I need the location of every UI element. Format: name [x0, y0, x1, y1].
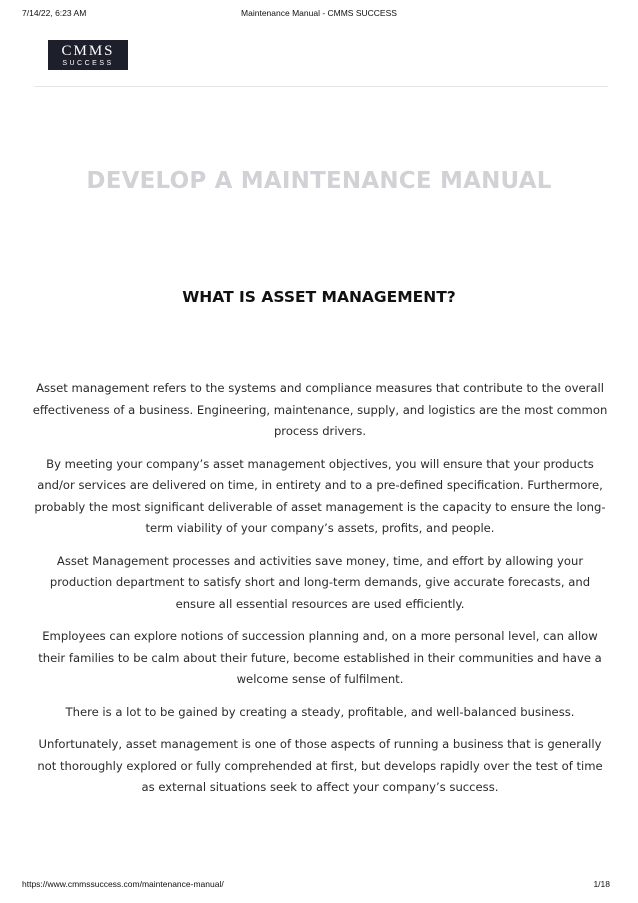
paragraph: There is a lot to be gained by creating a steady, profitable, and well-balanced business.	[65, 704, 575, 719]
page-number: 1/18	[593, 879, 610, 889]
paragraph: Unfortunately, asset management is one of those aspects of running a business that is generally not thoroughly explored or fully comprehended at first, but develops rapidly over the test of time as external situations seek to affect your company’s success.	[37, 737, 603, 794]
article-body	[30, 378, 610, 810]
print-page-title: Maintenance Manual - CMMS SUCCESS	[241, 8, 397, 18]
print-url[interactable]: https://www.cmmssuccess.com/maintenance-manual/	[22, 879, 224, 889]
paragraph: By meeting your company’s asset management objectives, you will ensure that your products and/or services are delivered on time, in entirety and to a pre-defined specification. Furthermore, probably the most significant deliverable of asset management is the capacity to ensure the long-term viability of your company’s assets, profits, and people.	[34, 456, 606, 535]
logo-text-secondary: SUCCESS	[62, 60, 114, 67]
paragraph: Asset Management processes and activities save money, time, and effort by allowing your production department to satisfy short and long-term demands, give accurate forecasts, and ensure all essential resources are used efficiently.	[49, 553, 591, 611]
site-logo[interactable]	[48, 40, 128, 70]
header-divider	[34, 86, 608, 87]
print-footer	[0, 879, 638, 893]
page-title: DEVELOP A MAINTENANCE MANUAL	[86, 168, 552, 194]
print-date: 7/14/22, 6:23 AM	[22, 8, 87, 18]
logo-text-primary: CMMS	[61, 43, 115, 59]
paragraph: Employees can explore notions of succession planning and, on a more personal level, can allow their families to be calm about their future, become established in their communities and have a welcome sense of fulfilment.	[38, 629, 602, 686]
section-heading: WHAT IS ASSET MANAGEMENT?	[182, 288, 456, 306]
print-header	[0, 8, 638, 22]
paragraph: Asset management refers to the systems and compliance measures that contribute to the overall effectiveness of a business. Engineering, maintenance, supply, and logistics are the most common process drivers.	[32, 381, 608, 438]
